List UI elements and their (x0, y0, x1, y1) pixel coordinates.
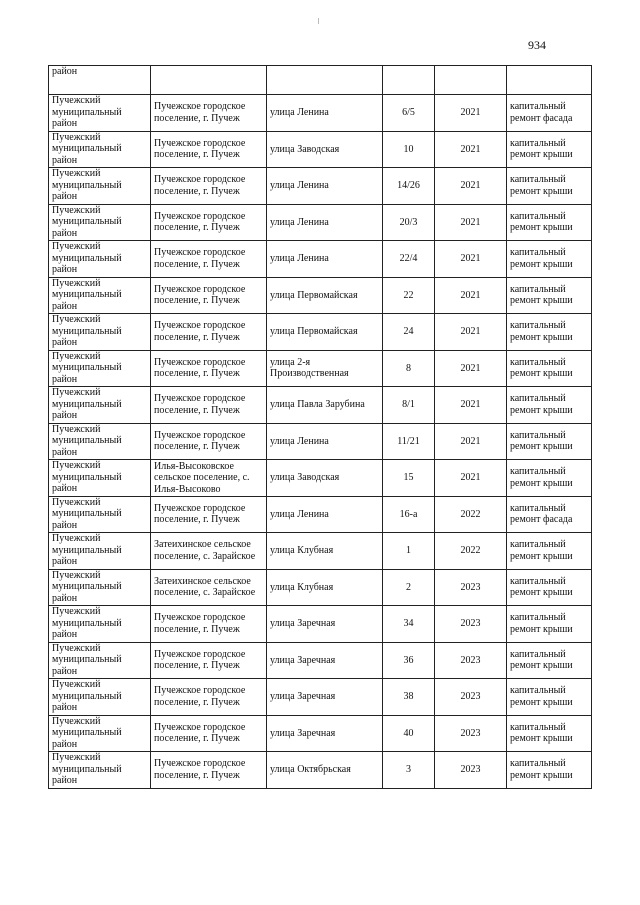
table-row (49, 533, 592, 570)
year-cell: 2023 (435, 569, 507, 606)
table-row (49, 642, 592, 679)
district-cell: Пучежский муниципальный район (49, 715, 151, 752)
district-cell: Пучежский муниципальный район (49, 460, 151, 497)
year-cell: 2021 (435, 387, 507, 424)
work-type-cell: капитальный ремонт крыши (507, 314, 592, 351)
work-type-cell: капитальный ремонт крыши (507, 679, 592, 716)
year-cell: 2021 (435, 131, 507, 168)
district-cell: Пучежский муниципальный район (49, 350, 151, 387)
table-row (49, 569, 592, 606)
street-cell: улица Заречная (267, 715, 383, 752)
work-type-cell: капитальный ремонт крыши (507, 642, 592, 679)
year-cell: 2021 (435, 423, 507, 460)
year-cell: 2021 (435, 204, 507, 241)
district-cell: Пучежский муниципальный район (49, 168, 151, 205)
year-cell: 2023 (435, 679, 507, 716)
year-cell: 2021 (435, 95, 507, 132)
settlement-cell: Пучежское городское поселение, г. Пучеж (151, 350, 267, 387)
year-cell: 2021 (435, 168, 507, 205)
settlement-cell: Затеихинское сельское поселение, с. Зарайское (151, 533, 267, 570)
house-number-cell: 11/21 (383, 423, 435, 460)
district-cell: Пучежский муниципальный район (49, 496, 151, 533)
settlement-cell: Пучежское городское поселение, г. Пучеж (151, 496, 267, 533)
table-row (49, 314, 592, 351)
district-cell: Пучежский муниципальный район (49, 569, 151, 606)
work-type-cell: капитальный ремонт крыши (507, 569, 592, 606)
work-type-cell: капитальный ремонт фасада (507, 496, 592, 533)
year-cell: 2021 (435, 314, 507, 351)
district-cell: Пучежский муниципальный район (49, 95, 151, 132)
year-cell: 2021 (435, 460, 507, 497)
street-cell: улица Павла Зарубина (267, 387, 383, 424)
year-cell: 2021 (435, 277, 507, 314)
year-cell: 2023 (435, 642, 507, 679)
table-body (49, 66, 592, 789)
table-row (49, 387, 592, 424)
house-number-cell: 2 (383, 569, 435, 606)
district-cell: Пучежский муниципальный район (49, 241, 151, 278)
work-type-cell: капитальный ремонт крыши (507, 423, 592, 460)
table-row (49, 423, 592, 460)
street-cell: улица Заречная (267, 679, 383, 716)
table-row (49, 715, 592, 752)
work-type-cell: капитальный ремонт крыши (507, 387, 592, 424)
district-cell: Пучежский муниципальный район (49, 423, 151, 460)
street-cell: улица Ленина (267, 204, 383, 241)
street-cell: улица Первомайская (267, 277, 383, 314)
work-type-cell: капитальный ремонт крыши (507, 277, 592, 314)
continuation-row (49, 66, 592, 95)
street-cell: улица Ленина (267, 423, 383, 460)
settlement-cell: Пучежское городское поселение, г. Пучеж (151, 168, 267, 205)
settlement-cell: Пучежское городское поселение, г. Пучеж (151, 241, 267, 278)
empty-cell (435, 66, 507, 95)
settlement-cell: Пучежское городское поселение, г. Пучеж (151, 277, 267, 314)
house-number-cell: 36 (383, 642, 435, 679)
district-cell: Пучежский муниципальный район (49, 277, 151, 314)
work-type-cell: капитальный ремонт крыши (507, 168, 592, 205)
table-row (49, 606, 592, 643)
work-type-cell: капитальный ремонт крыши (507, 752, 592, 789)
street-cell: улица Октябрьская (267, 752, 383, 789)
settlement-cell: Илья-Высоковское сельское поселение, с. Илья-Высоково (151, 460, 267, 497)
settlement-cell: Пучежское городское поселение, г. Пучеж (151, 679, 267, 716)
district-cell: Пучежский муниципальный район (49, 606, 151, 643)
work-type-cell: капитальный ремонт крыши (507, 606, 592, 643)
house-number-cell: 8 (383, 350, 435, 387)
district-cell: Пучежский муниципальный район (49, 752, 151, 789)
street-cell: улица Ленина (267, 496, 383, 533)
settlement-cell: Пучежское городское поселение, г. Пучеж (151, 387, 267, 424)
settlement-cell: Пучежское городское поселение, г. Пучеж (151, 131, 267, 168)
street-cell: улица Заводская (267, 131, 383, 168)
district-cell: Пучежский муниципальный район (49, 131, 151, 168)
repair-schedule-table (48, 65, 592, 789)
street-cell: улица Ленина (267, 168, 383, 205)
year-cell: 2022 (435, 496, 507, 533)
empty-cell (267, 66, 383, 95)
empty-cell (383, 66, 435, 95)
street-cell: улица Ленина (267, 95, 383, 132)
house-number-cell: 15 (383, 460, 435, 497)
settlement-cell: Пучежское городское поселение, г. Пучеж (151, 95, 267, 132)
district-cell: Пучежский муниципальный район (49, 533, 151, 570)
settlement-cell: Пучежское городское поселение, г. Пучеж (151, 642, 267, 679)
district-cell: Пучежский муниципальный район (49, 314, 151, 351)
table-row (49, 277, 592, 314)
settlement-cell: Пучежское городское поселение, г. Пучеж (151, 423, 267, 460)
year-cell: 2023 (435, 715, 507, 752)
district-cell: Пучежский муниципальный район (49, 204, 151, 241)
empty-cell (507, 66, 592, 95)
street-cell: улица 2-я Производственная (267, 350, 383, 387)
year-cell: 2023 (435, 752, 507, 789)
table-row (49, 204, 592, 241)
house-number-cell: 1 (383, 533, 435, 570)
table-row (49, 496, 592, 533)
year-cell: 2023 (435, 606, 507, 643)
house-number-cell: 6/5 (383, 95, 435, 132)
house-number-cell: 22 (383, 277, 435, 314)
year-cell: 2021 (435, 241, 507, 278)
house-number-cell: 34 (383, 606, 435, 643)
house-number-cell: 40 (383, 715, 435, 752)
work-type-cell: капитальный ремонт крыши (507, 131, 592, 168)
table-row (49, 350, 592, 387)
house-number-cell: 8/1 (383, 387, 435, 424)
scan-tick-mark (318, 18, 319, 24)
table-row (49, 679, 592, 716)
work-type-cell: капитальный ремонт крыши (507, 241, 592, 278)
house-number-cell: 10 (383, 131, 435, 168)
year-cell: 2022 (435, 533, 507, 570)
settlement-cell: Пучежское городское поселение, г. Пучеж (151, 715, 267, 752)
street-cell: улица Заречная (267, 642, 383, 679)
work-type-cell: капитальный ремонт крыши (507, 204, 592, 241)
table-row (49, 241, 592, 278)
continuation-district-cell: район (49, 66, 151, 95)
house-number-cell: 24 (383, 314, 435, 351)
street-cell: улица Заречная (267, 606, 383, 643)
house-number-cell: 22/4 (383, 241, 435, 278)
work-type-cell: капитальный ремонт крыши (507, 533, 592, 570)
district-cell: Пучежский муниципальный район (49, 642, 151, 679)
work-type-cell: капитальный ремонт фасада (507, 95, 592, 132)
table-row (49, 752, 592, 789)
street-cell: улица Заводская (267, 460, 383, 497)
house-number-cell: 14/26 (383, 168, 435, 205)
settlement-cell: Пучежское городское поселение, г. Пучеж (151, 606, 267, 643)
table-row (49, 460, 592, 497)
house-number-cell: 38 (383, 679, 435, 716)
street-cell: улица Клубная (267, 569, 383, 606)
empty-cell (151, 66, 267, 95)
page-number: 934 (528, 38, 546, 52)
street-cell: улица Первомайская (267, 314, 383, 351)
year-cell: 2021 (435, 350, 507, 387)
street-cell: улица Клубная (267, 533, 383, 570)
district-cell: Пучежский муниципальный район (49, 679, 151, 716)
settlement-cell: Пучежское городское поселение, г. Пучеж (151, 204, 267, 241)
house-number-cell: 3 (383, 752, 435, 789)
work-type-cell: капитальный ремонт крыши (507, 460, 592, 497)
table-row (49, 95, 592, 132)
house-number-cell: 20/3 (383, 204, 435, 241)
settlement-cell: Затеихинское сельское поселение, с. Зарайское (151, 569, 267, 606)
house-number-cell: 16-а (383, 496, 435, 533)
district-cell: Пучежский муниципальный район (49, 387, 151, 424)
street-cell: улица Ленина (267, 241, 383, 278)
settlement-cell: Пучежское городское поселение, г. Пучеж (151, 314, 267, 351)
work-type-cell: капитальный ремонт крыши (507, 350, 592, 387)
work-type-cell: капитальный ремонт крыши (507, 715, 592, 752)
table-row (49, 131, 592, 168)
table-row (49, 168, 592, 205)
settlement-cell: Пучежское городское поселение, г. Пучеж (151, 752, 267, 789)
